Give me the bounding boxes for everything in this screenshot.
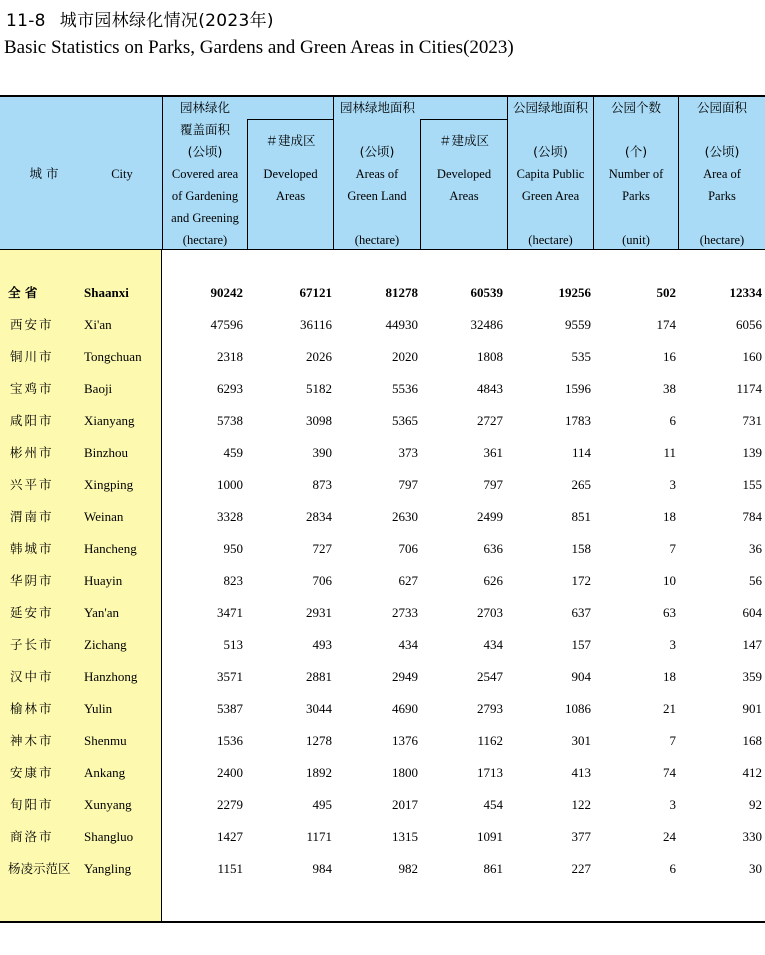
value-cell-col2: 873 (312, 477, 332, 492)
value-cell-col4: 636 (483, 541, 503, 556)
city-name-en: Xingping (84, 477, 134, 492)
header-cover-unit-en: (hectare) (182, 233, 228, 247)
table-row (0, 597, 765, 629)
city-name-en: Shaanxi (84, 285, 129, 300)
value-cell-col1: 1427 (217, 829, 243, 844)
table-row (0, 725, 765, 757)
value-cell-col6: 11 (663, 445, 676, 460)
value-cell-col4: 1808 (477, 349, 503, 364)
city-name-cn: 韩城市 (10, 541, 54, 556)
value-cell-col5: 1086 (565, 701, 591, 716)
header-public-green-cn: 公园绿地面积 (512, 100, 588, 115)
value-cell-col2: 2834 (306, 509, 332, 524)
header-parks-area-cn: 公园面积 (696, 100, 747, 115)
value-cell-col7: 36 (749, 541, 762, 556)
value-cell-col7: 147 (742, 637, 762, 652)
city-name-cn: 华阴市 (10, 573, 54, 588)
city-name-cn: 榆林市 (10, 701, 54, 716)
value-cell-col7: 12334 (729, 285, 762, 300)
header-parks-area-unit-en: (hectare) (699, 233, 745, 247)
city-name-en: Binzhou (84, 445, 129, 460)
value-cell-col3: 627 (398, 573, 418, 588)
value-cell-col6: 6 (669, 861, 676, 876)
value-cell-col7: 160 (742, 349, 762, 364)
value-cell-col4: 2703 (477, 605, 503, 620)
value-cell-col2: 495 (312, 797, 332, 812)
city-name-en: Xi'an (84, 317, 112, 332)
page-title-en: Basic Statistics on Parks, Gardens and Green Areas in Cities(2023) (4, 37, 514, 58)
value-cell-col3: 81278 (385, 285, 418, 300)
header-green-unit-cn: (公顷) (359, 144, 395, 159)
table-row (0, 821, 765, 853)
value-cell-col4: 60539 (470, 285, 503, 300)
value-cell-col4: 434 (483, 637, 503, 652)
value-cell-col2: 727 (312, 541, 332, 556)
city-name-en: Shenmu (84, 733, 127, 748)
header-green-unit-en: (hectare) (354, 233, 400, 247)
value-cell-col3: 373 (398, 445, 418, 460)
table-row (0, 341, 765, 373)
value-cell-col5: 9559 (565, 317, 591, 332)
value-cell-col3: 706 (398, 541, 418, 556)
value-cell-col1: 2318 (217, 349, 243, 364)
value-cell-col7: 1174 (736, 381, 762, 396)
value-cell-col1: 459 (223, 445, 243, 460)
value-cell-col4: 2499 (477, 509, 503, 524)
value-cell-col2: 1278 (306, 733, 332, 748)
value-cell-col7: 412 (742, 765, 762, 780)
value-cell-col7: 56 (749, 573, 762, 588)
value-cell-col4: 1162 (477, 733, 503, 748)
table-row (0, 405, 765, 437)
header-developed-cn-1: ＃建成区 (265, 133, 316, 148)
value-cell-col6: 16 (663, 349, 676, 364)
value-cell-col2: 706 (312, 573, 332, 588)
value-cell-col3: 5536 (392, 381, 418, 396)
value-cell-col1: 3328 (217, 509, 243, 524)
city-name-en: Yangling (84, 861, 132, 876)
city-name-cn: 杨凌示范区 (8, 861, 71, 876)
city-name-cn: 旬阳市 (10, 797, 54, 812)
value-cell-col7: 784 (742, 509, 762, 524)
value-cell-col5: 904 (571, 669, 591, 684)
header-developed-en2-2: Areas (449, 189, 479, 203)
header-developed-cn-2: ＃建成区 (438, 133, 489, 148)
value-cell-col5: 157 (571, 637, 591, 652)
city-name-cn: 安康市 (10, 765, 54, 780)
value-cell-col3: 2630 (392, 509, 418, 524)
value-cell-col4: 32486 (470, 317, 503, 332)
value-cell-col6: 174 (656, 317, 676, 332)
value-cell-col6: 7 (669, 541, 676, 556)
city-name-en: Weinan (84, 509, 124, 524)
value-cell-col1: 90242 (210, 285, 243, 300)
value-cell-col2: 984 (312, 861, 332, 876)
table-row (0, 469, 765, 501)
value-cell-col3: 1800 (392, 765, 418, 780)
value-cell-col4: 4843 (477, 381, 503, 396)
value-cell-col5: 301 (571, 733, 591, 748)
header-cover-en1: Covered area (171, 167, 239, 181)
city-name-en: Hanzhong (84, 669, 138, 684)
value-cell-col6: 21 (663, 701, 676, 716)
value-cell-col3: 4690 (392, 701, 418, 716)
value-cell-col2: 493 (312, 637, 332, 652)
value-cell-col5: 637 (571, 605, 591, 620)
value-cell-col4: 454 (483, 797, 503, 812)
value-cell-col6: 502 (656, 285, 676, 300)
value-cell-col7: 731 (742, 413, 762, 428)
header-garden-cover-group: 园林绿化 (179, 100, 230, 115)
header-parks-area-en2: Parks (708, 189, 736, 203)
value-cell-col4: 626 (483, 573, 503, 588)
value-cell-col4: 2727 (477, 413, 503, 428)
value-cell-col6: 24 (663, 829, 676, 844)
header-green-en1: Areas of (355, 167, 399, 181)
value-cell-col6: 3 (669, 477, 676, 492)
value-cell-col7: 155 (742, 477, 762, 492)
value-cell-col7: 6056 (736, 317, 762, 332)
value-cell-col2: 2881 (306, 669, 332, 684)
value-cell-col3: 2017 (392, 797, 418, 812)
value-cell-col1: 5387 (217, 701, 243, 716)
value-cell-col5: 122 (571, 797, 591, 812)
value-cell-col4: 1713 (477, 765, 503, 780)
header-cover-en2: of Gardening (171, 189, 239, 203)
value-cell-col2: 3098 (306, 413, 332, 428)
table-row (0, 629, 765, 661)
city-name-en: Yan'an (84, 605, 119, 620)
city-name-en: Huayin (84, 573, 123, 588)
header-parks-num-unit-en: (unit) (622, 233, 650, 247)
value-cell-col1: 1151 (217, 861, 243, 876)
table-row (0, 853, 765, 885)
city-name-cn: 咸阳市 (10, 413, 54, 428)
city-name-en: Xunyang (84, 797, 132, 812)
value-cell-col1: 6293 (217, 381, 243, 396)
city-name-en: Yulin (84, 701, 113, 716)
header-cover-area-cn: 覆盖面积 (179, 122, 230, 137)
value-cell-col7: 30 (749, 861, 762, 876)
header-public-green-unit-en: (hectare) (528, 233, 573, 247)
header-city-en: City (111, 167, 133, 181)
city-name-cn: 彬州市 (10, 445, 54, 460)
value-cell-col5: 851 (571, 509, 591, 524)
value-cell-col5: 535 (571, 349, 591, 364)
value-cell-col1: 823 (223, 573, 243, 588)
value-cell-col1: 5738 (217, 413, 243, 428)
table-row (0, 501, 765, 533)
table-row (0, 373, 765, 405)
table-row (0, 661, 765, 693)
city-name-cn: 渭南市 (10, 509, 54, 524)
value-cell-col2: 2931 (306, 605, 332, 620)
value-cell-col5: 265 (571, 477, 591, 492)
value-cell-col4: 1091 (477, 829, 503, 844)
value-cell-col5: 158 (571, 541, 591, 556)
header-parks-area-unit-cn: (公顷) (704, 144, 740, 159)
value-cell-col1: 513 (223, 637, 243, 652)
statistics-table (0, 95, 765, 923)
table-row (0, 277, 765, 309)
value-cell-col1: 1536 (217, 733, 243, 748)
city-name-cn: 商洛市 (10, 829, 54, 844)
city-name-cn: 兴平市 (10, 477, 54, 492)
value-cell-col4: 2793 (477, 701, 503, 716)
city-name-cn: 西安市 (10, 317, 54, 332)
value-cell-col1: 2400 (217, 765, 243, 780)
city-name-en: Hancheng (84, 541, 137, 556)
value-cell-col6: 18 (663, 509, 676, 524)
city-name-en: Zichang (84, 637, 127, 652)
value-cell-col6: 3 (669, 797, 676, 812)
value-cell-col2: 36116 (299, 317, 332, 332)
header-parks-num-unit-cn: (个) (624, 144, 648, 159)
city-name-en: Ankang (84, 765, 126, 780)
value-cell-col7: 604 (742, 605, 762, 620)
table-row (0, 309, 765, 341)
value-cell-col7: 168 (742, 733, 762, 748)
value-cell-col3: 982 (398, 861, 418, 876)
value-cell-col3: 1315 (392, 829, 418, 844)
value-cell-col2: 2026 (306, 349, 332, 364)
table-row (0, 693, 765, 725)
value-cell-col5: 1783 (565, 413, 591, 428)
header-parks-num-cn: 公园个数 (610, 100, 661, 115)
value-cell-col7: 901 (742, 701, 762, 716)
value-cell-col7: 359 (742, 669, 762, 684)
value-cell-col4: 861 (483, 861, 503, 876)
value-cell-col5: 1596 (565, 381, 591, 396)
header-green-en2: Green Land (347, 189, 407, 203)
value-cell-col7: 139 (742, 445, 762, 460)
value-cell-col5: 413 (571, 765, 591, 780)
city-name-en: Xianyang (84, 413, 135, 428)
city-name-cn: 宝鸡市 (10, 381, 54, 396)
value-cell-col4: 361 (483, 445, 503, 460)
city-name-en: Tongchuan (84, 349, 142, 364)
value-cell-col3: 1376 (392, 733, 418, 748)
header-developed-en1-2: Developed (436, 167, 492, 181)
page-title-cn (6, 6, 274, 31)
city-name-cn: 子长市 (10, 637, 54, 652)
value-cell-col6: 3 (669, 637, 676, 652)
value-cell-col2: 3044 (306, 701, 332, 716)
header-cover-en3: and Greening (171, 211, 239, 225)
table-number: 11-8 (6, 11, 46, 31)
table-row (0, 565, 765, 597)
value-cell-col6: 63 (663, 605, 676, 620)
value-cell-col1: 47596 (210, 317, 243, 332)
value-cell-col7: 92 (749, 797, 762, 812)
header-public-green-unit-cn: (公顷) (533, 144, 568, 159)
value-cell-col3: 5365 (392, 413, 418, 428)
value-cell-col5: 172 (571, 573, 591, 588)
header-parks-area-en1: Area of (703, 167, 741, 181)
header-parks-num-en2: Parks (622, 189, 650, 203)
table-row (0, 789, 765, 821)
value-cell-col5: 19256 (558, 285, 591, 300)
value-cell-col6: 7 (669, 733, 676, 748)
header-developed-en1-1: Developed (263, 167, 318, 181)
table-row (0, 533, 765, 565)
value-cell-col3: 2020 (392, 349, 418, 364)
value-cell-col6: 18 (663, 669, 676, 684)
city-name-cn: 神木市 (10, 733, 54, 748)
table-row (0, 757, 765, 789)
value-cell-col5: 377 (571, 829, 591, 844)
value-cell-col2: 1171 (306, 829, 332, 844)
table-body (0, 250, 765, 923)
value-cell-col7: 330 (742, 829, 762, 844)
value-cell-col6: 38 (663, 381, 676, 396)
value-cell-col3: 2733 (392, 605, 418, 620)
value-cell-col2: 67121 (299, 285, 332, 300)
city-name-en: Baoji (84, 381, 113, 396)
value-cell-col1: 950 (223, 541, 243, 556)
value-cell-col1: 1000 (217, 477, 243, 492)
header-developed-en2-1: Areas (275, 189, 306, 203)
header-public-green-en2: Green Area (521, 189, 580, 203)
title-cn-text: 城市园林绿化情况(2023年) (59, 11, 274, 31)
value-cell-col3: 797 (398, 477, 418, 492)
header-public-green-en1: Capita Public (516, 167, 585, 181)
city-name-en: Shangluo (84, 829, 134, 844)
value-cell-col3: 434 (398, 637, 418, 652)
header-cover-unit-cn: (公顷) (187, 144, 223, 159)
city-name-cn: 铜川市 (10, 349, 54, 364)
value-cell-col6: 74 (663, 765, 676, 780)
value-cell-col3: 44930 (385, 317, 418, 332)
table-row (0, 437, 765, 469)
value-cell-col2: 5182 (306, 381, 332, 396)
value-cell-col1: 3571 (217, 669, 243, 684)
city-name-cn: 全 省 (8, 285, 38, 300)
value-cell-col4: 797 (483, 477, 503, 492)
value-cell-col1: 2279 (217, 797, 243, 812)
value-cell-col2: 1892 (306, 765, 332, 780)
value-cell-col1: 3471 (217, 605, 243, 620)
value-cell-col3: 2949 (392, 669, 418, 684)
value-cell-col4: 2547 (477, 669, 503, 684)
value-cell-col2: 390 (312, 445, 332, 460)
value-cell-col6: 6 (669, 413, 676, 428)
city-name-cn: 延安市 (10, 605, 54, 620)
header-parks-num-en1: Number of (608, 167, 664, 181)
city-name-cn: 汉中市 (10, 669, 54, 684)
table-header (0, 95, 765, 250)
header-green-land-group: 园林绿地面积 (340, 100, 416, 115)
value-cell-col6: 10 (663, 573, 676, 588)
value-cell-col5: 114 (571, 445, 591, 460)
value-cell-col5: 227 (571, 861, 591, 876)
header-city-cn: 城 市 (29, 166, 59, 181)
